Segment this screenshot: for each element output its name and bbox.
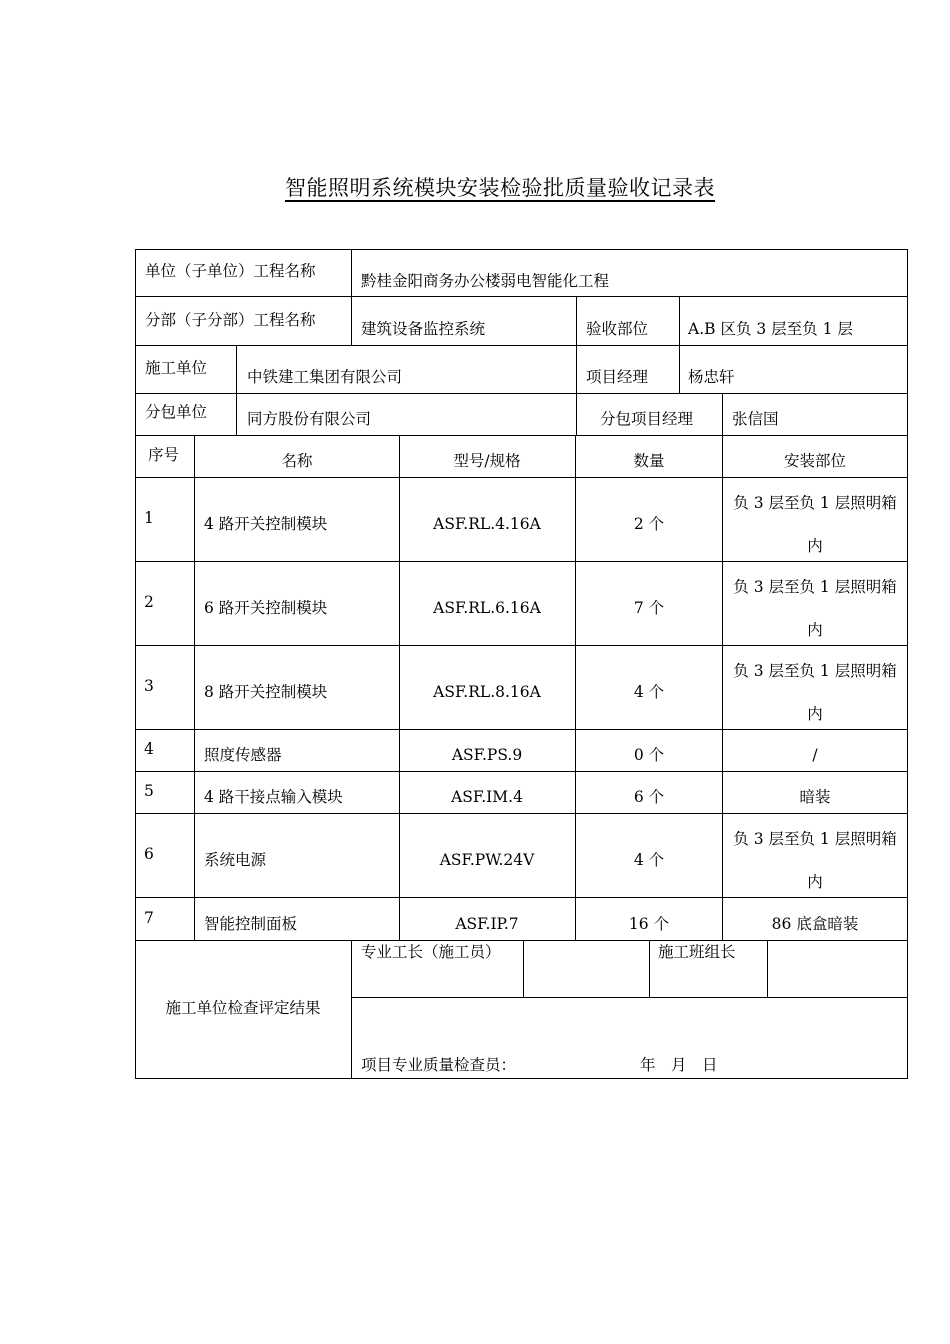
row-no: 3 xyxy=(144,677,154,695)
row-qty: 2 个 xyxy=(633,515,665,533)
inspector-label: 项目专业质量检查员： xyxy=(361,1056,517,1074)
row-divider xyxy=(351,997,908,998)
col-divider xyxy=(722,393,723,435)
row-qty: 6 个 xyxy=(633,788,665,806)
row-no: 2 xyxy=(144,593,154,611)
subcontractor-value: 同方股份有限公司 xyxy=(247,410,372,428)
row-name: 系统电源 xyxy=(204,851,267,869)
date-label: 年 月 日 xyxy=(640,1056,718,1074)
row-location: 负 3 层至负 1 层照明箱 xyxy=(733,578,897,596)
row-location: / xyxy=(812,746,818,764)
project-manager-label: 项目经理 xyxy=(586,368,649,386)
table-border-left xyxy=(135,249,136,1079)
row-location: 负 3 层至负 1 层照明箱 xyxy=(733,494,897,512)
row-model: ASF.PS.9 xyxy=(451,746,523,764)
column-header-qty: 数量 xyxy=(633,452,665,470)
col-divider xyxy=(351,940,352,1078)
row-divider xyxy=(135,645,908,646)
row-divider xyxy=(135,897,908,898)
row-location-cont: 内 xyxy=(807,537,823,555)
row-name: 6 路开关控制模块 xyxy=(204,599,328,617)
row-model: ASF.PW.24V xyxy=(439,851,535,869)
row-model: ASF.IM.4 xyxy=(451,788,523,806)
foreman-label: 专业工长（施工员） xyxy=(361,943,501,961)
construction-unit-value: 中铁建工集团有限公司 xyxy=(247,368,403,386)
row-location-cont: 内 xyxy=(807,621,823,639)
row-name: 4 路干接点输入模块 xyxy=(204,788,343,806)
col-divider xyxy=(679,296,680,393)
row-no: 1 xyxy=(144,509,154,527)
row-divider xyxy=(135,940,908,941)
row-divider xyxy=(135,813,908,814)
column-header-no: 序号 xyxy=(148,446,180,464)
col-divider xyxy=(399,435,400,940)
row-no: 5 xyxy=(144,782,154,800)
row-model: ASF.RL.8.16A xyxy=(433,683,541,701)
team-leader-label: 施工班组长 xyxy=(658,943,736,961)
row-qty: 7 个 xyxy=(633,599,665,617)
col-divider xyxy=(649,940,650,997)
row-divider xyxy=(135,296,908,297)
row-location-cont: 内 xyxy=(807,873,823,891)
row-qty: 16 个 xyxy=(628,915,670,933)
row-qty: 0 个 xyxy=(633,746,665,764)
subcontractor-label: 分包单位 xyxy=(145,403,208,421)
unit-project-label: 单位（子单位）工程名称 xyxy=(145,262,316,280)
row-divider xyxy=(135,345,908,346)
construction-unit-label: 施工单位 xyxy=(145,359,208,377)
row-no: 7 xyxy=(144,909,154,927)
row-divider xyxy=(135,435,908,436)
row-name: 智能控制面板 xyxy=(204,915,298,933)
column-header-location: 安装部位 xyxy=(783,452,847,470)
unit-project-value: 黔桂金阳商务办公楼弱电智能化工程 xyxy=(361,272,610,290)
col-divider xyxy=(351,249,352,345)
division-label: 分部（子分部）工程名称 xyxy=(145,311,316,329)
column-header-name: 名称 xyxy=(281,452,313,470)
row-model: ASF.RL.4.16A xyxy=(433,515,541,533)
col-divider xyxy=(767,940,768,997)
table-border-top xyxy=(135,249,908,250)
row-model: ASF.RL.6.16A xyxy=(433,599,541,617)
col-divider xyxy=(722,435,723,940)
sub-manager-value: 张信国 xyxy=(732,410,779,428)
row-qty: 4 个 xyxy=(633,683,665,701)
row-location: 负 3 层至负 1 层照明箱 xyxy=(733,830,897,848)
row-no: 6 xyxy=(144,845,154,863)
acceptance-part-label: 验收部位 xyxy=(586,320,649,338)
sub-manager-label: 分包项目经理 xyxy=(600,410,694,428)
row-divider xyxy=(135,729,908,730)
col-divider xyxy=(523,940,524,997)
row-location: 负 3 层至负 1 层照明箱 xyxy=(733,662,897,680)
col-divider xyxy=(194,435,195,940)
row-name: 4 路开关控制模块 xyxy=(204,515,328,533)
division-value: 建筑设备监控系统 xyxy=(361,320,486,338)
table-border-bottom xyxy=(135,1078,908,1079)
project-manager-value: 杨忠轩 xyxy=(688,368,735,386)
row-name: 8 路开关控制模块 xyxy=(204,683,328,701)
row-model: ASF.IP.7 xyxy=(455,915,519,933)
col-divider xyxy=(576,296,577,435)
row-divider xyxy=(135,771,908,772)
row-divider xyxy=(135,477,908,478)
row-location-cont: 内 xyxy=(807,705,823,723)
col-divider xyxy=(575,435,576,940)
document-title: 智能照明系统模块安装检验批质量验收记录表 xyxy=(285,176,715,200)
row-location: 86 底盒暗装 xyxy=(771,915,859,933)
column-header-model: 型号/规格 xyxy=(453,452,521,470)
col-divider xyxy=(236,345,237,435)
table-border-right xyxy=(907,249,908,1079)
row-location: 暗装 xyxy=(799,788,831,806)
row-no: 4 xyxy=(144,740,154,758)
row-divider xyxy=(135,561,908,562)
acceptance-part-value: A.B 区负 3 层至负 1 层 xyxy=(688,320,853,338)
row-divider xyxy=(135,393,908,394)
result-label: 施工单位检查评定结果 xyxy=(165,999,321,1017)
row-name: 照度传感器 xyxy=(204,746,282,764)
row-qty: 4 个 xyxy=(633,851,665,869)
